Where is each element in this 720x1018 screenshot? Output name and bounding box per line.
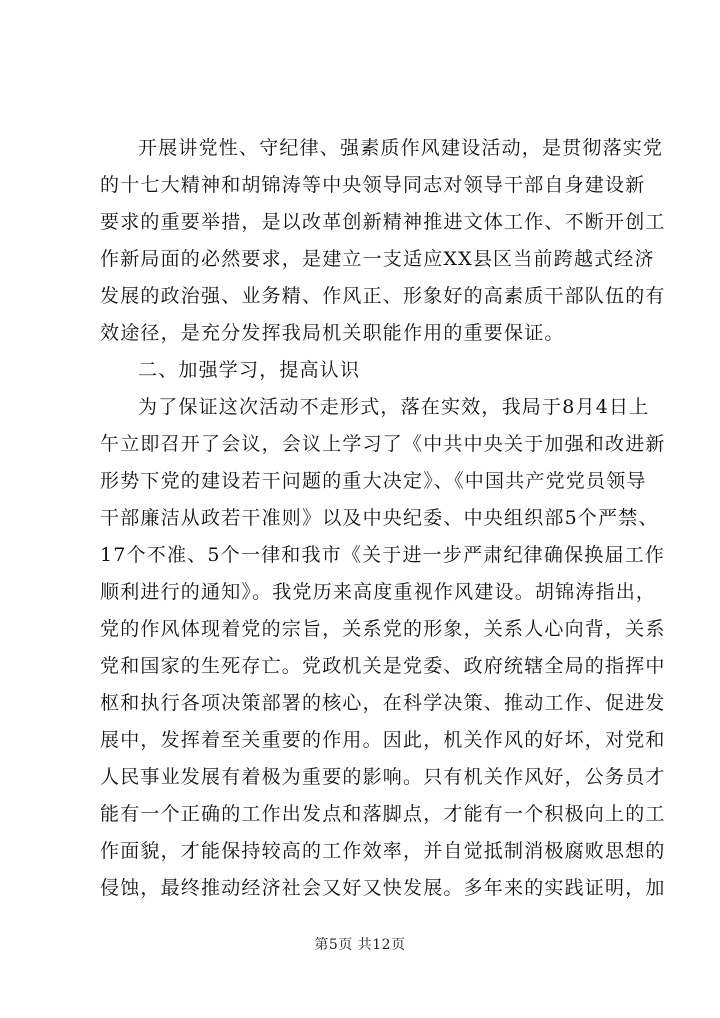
paragraph-line: 开展讲党性、守纪律、强素质作风建设活动，是贯彻落实党 — [138, 137, 664, 159]
section-heading: 二、加强学习，提高认识 — [138, 359, 361, 381]
paragraph-line: 侵蚀，最终推动经济社会又好又快发展。多年来的实践证明，加 — [100, 877, 666, 899]
paragraph-line: 午立即召开了会议，会议上学习了《中共中央关于加强和改进新 — [100, 433, 666, 455]
paragraph-line: 效途径，是充分发挥我局机关职能作用的重要保证。 — [100, 322, 565, 344]
paragraph-line: 的十七大精神和胡锦涛等中央领导同志对领导干部自身建设新 — [100, 174, 646, 196]
paragraph-line: 形势下党的建设若干问题的重大决定》、《中国共产党党员领导 — [100, 470, 647, 492]
paragraph-line: 展中，发挥着至关重要的作用。因此，机关作风的好坏，对党和 — [100, 729, 666, 751]
page-number-footer: 第5页 共12页 — [314, 937, 406, 953]
paragraph-line: 为了保证这次活动不走形式，落在实效，我局于8月4日上 — [138, 396, 650, 418]
paragraph-line: 枢和执行各项决策部署的核心，在科学决策、推动工作、促进发 — [100, 692, 666, 714]
paragraph-line: 能有一个正确的工作出发点和落脚点，才能有一个积极向上的工 — [100, 803, 666, 825]
paragraph-line: 人民事业发展有着极为重要的影响。只有机关作风好，公务员才 — [100, 766, 666, 788]
paragraph-line: 17个不准、5个一律和我市《关于进一步严肃纪律确保换届工作 — [100, 544, 666, 566]
paragraph-line: 要求的重要举措，是以改革创新精神推进文体工作、不断开创工 — [100, 211, 666, 233]
paragraph-line: 发展的政治强、业务精、作风正、形象好的高素质干部队伍的有 — [100, 285, 666, 307]
paragraph-line: 党的作风体现着党的宗旨，关系党的形象，关系人心向背，关系 — [100, 618, 666, 640]
paragraph-line: 作新局面的必然要求，是建立一支适应XX县区当前跨越式经济 — [100, 248, 655, 270]
paragraph-line: 党和国家的生死存亡。党政机关是党委、政府统辖全局的指挥中 — [100, 655, 666, 677]
paragraph-line: 顺利进行的通知》。我党历来高度重视作风建设。胡锦涛指出， — [100, 581, 657, 603]
paragraph-line: 作面貌，才能保持较高的工作效率，并自觉抵制消极腐败思想的 — [100, 840, 666, 862]
paragraph-line: 干部廉洁从政若干准则》以及中央纪委、中央组织部5个严禁、 — [100, 507, 659, 529]
